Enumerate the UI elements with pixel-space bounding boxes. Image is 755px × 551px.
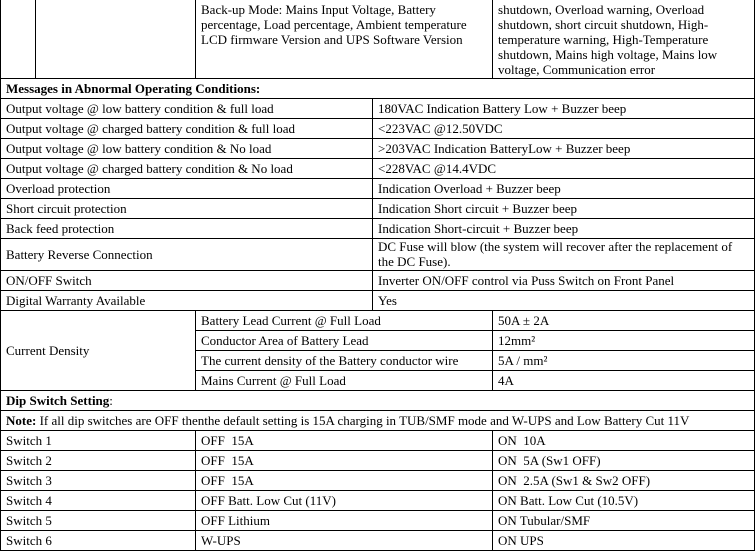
density-value: 5A / mm² (493, 350, 755, 370)
row-value: Indication Short circuit + Buzzer beep (373, 198, 755, 218)
row-label: Output voltage @ charged battery condition & No load (1, 158, 373, 178)
density-name: The current density of the Battery conductor wire (196, 350, 493, 370)
dip-heading-suffix: : (109, 392, 113, 408)
switch-name: Switch 1 (1, 430, 196, 450)
density-value: 12mm² (493, 330, 755, 350)
row-label: Output voltage @ low battery condition & No load (1, 138, 373, 158)
density-name: Conductor Area of Battery Lead (196, 330, 493, 350)
note-label: Note: (6, 412, 37, 428)
row-value: <228VAC @14.4VDC (373, 158, 755, 178)
switch-off: OFF Batt. Low Cut (11V) (196, 490, 493, 510)
density-value: 50A ± 2A (493, 310, 755, 330)
dip-note-row (1, 410, 755, 430)
switch-on: ON 2.5A (Sw1 & Sw2 OFF) (493, 470, 755, 490)
switch-off: OFF 15A (196, 450, 493, 470)
switch-on: ON UPS (493, 530, 755, 550)
row-label: Output voltage @ low battery condition & full load (1, 98, 373, 118)
row-value: 180VAC Indication Battery Low + Buzzer beep (373, 98, 755, 118)
row-label: Output voltage @ charged battery condition & full load (1, 118, 373, 138)
switch-off: OFF 15A (196, 470, 493, 490)
dip-row (1, 490, 755, 510)
table-row (1, 238, 755, 270)
switch-on: ON Batt. Low Cut (10.5V) (493, 490, 755, 510)
switch-name: Switch 4 (1, 490, 196, 510)
table-row (1, 158, 755, 178)
dip-row (1, 530, 755, 550)
switch-name: Switch 5 (1, 510, 196, 530)
dip-row (1, 510, 755, 530)
switch-on: ON 10A (493, 430, 755, 450)
density-row (1, 310, 755, 330)
row-value: Inverter ON/OFF control via Puss Switch on Front Panel (373, 270, 755, 290)
table-row (1, 270, 755, 290)
dip-heading: Dip Switch Setting (6, 392, 110, 408)
table-row (1, 98, 755, 118)
row-value: <223VAC @12.50VDC (373, 118, 755, 138)
switch-on: ON 5A (Sw1 OFF) (493, 450, 755, 470)
switch-off: W-UPS (196, 530, 493, 550)
switch-off: OFF 15A (196, 430, 493, 450)
empty-cell (1, 0, 36, 78)
abnormal-heading-row (1, 78, 755, 98)
row-value: Indication Overload + Buzzer beep (373, 178, 755, 198)
row-label: Back feed protection (1, 218, 373, 238)
empty-cell (36, 0, 196, 78)
switch-name: Switch 3 (1, 470, 196, 490)
row-label: Overload protection (1, 178, 373, 198)
table-row (1, 178, 755, 198)
switch-name: Switch 2 (1, 450, 196, 470)
row-label: Short circuit protection (1, 198, 373, 218)
row-value: Indication Short-circuit + Buzzer beep (373, 218, 755, 238)
row-value: Yes (373, 290, 755, 310)
dip-row (1, 430, 755, 450)
warnings-cell: shutdown, Overload warning, Overload shutdown, short circuit shutdown, High-temperature warning, High-Temperature shutdown, Mains high voltage, Mains low voltage, Communication error (493, 0, 755, 78)
table-row (1, 138, 755, 158)
table-row (1, 118, 755, 138)
abnormal-heading: Messages in Abnormal Operating Conditions: (1, 78, 755, 98)
row-label: ON/OFF Switch (1, 270, 373, 290)
row-label: Battery Reverse Connection (1, 238, 373, 270)
top-continuation-row (1, 0, 755, 78)
switch-on: ON Tubular/SMF (493, 510, 755, 530)
dip-note-cell (1, 410, 755, 430)
current-density-label: Current Density (1, 310, 196, 390)
density-name: Battery Lead Current @ Full Load (196, 310, 493, 330)
dip-heading-row (1, 390, 755, 410)
row-label: Digital Warranty Available (1, 290, 373, 310)
switch-name: Switch 6 (1, 530, 196, 550)
switch-off: OFF Lithium (196, 510, 493, 530)
note-text: If all dip switches are OFF thenthe default setting is 15A charging in TUB/SMF mode and W-UPS and Low Battery Cut 11V (36, 412, 690, 428)
table-row (1, 198, 755, 218)
density-name: Mains Current @ Full Load (196, 370, 493, 390)
table-row (1, 290, 755, 310)
table-row (1, 218, 755, 238)
backup-mode-cell: Back-up Mode: Mains Input Voltage, Battery percentage, Load percentage, Ambient temperature LCD firmware Version and UPS Software Version (196, 0, 493, 78)
row-value: >203VAC Indication BatteryLow + Buzzer beep (373, 138, 755, 158)
dip-heading-cell (1, 390, 755, 410)
density-value: 4A (493, 370, 755, 390)
row-value: DC Fuse will blow (the system will recover after the replacement of the DC Fuse). (373, 238, 755, 270)
dip-row (1, 470, 755, 490)
dip-row (1, 450, 755, 470)
